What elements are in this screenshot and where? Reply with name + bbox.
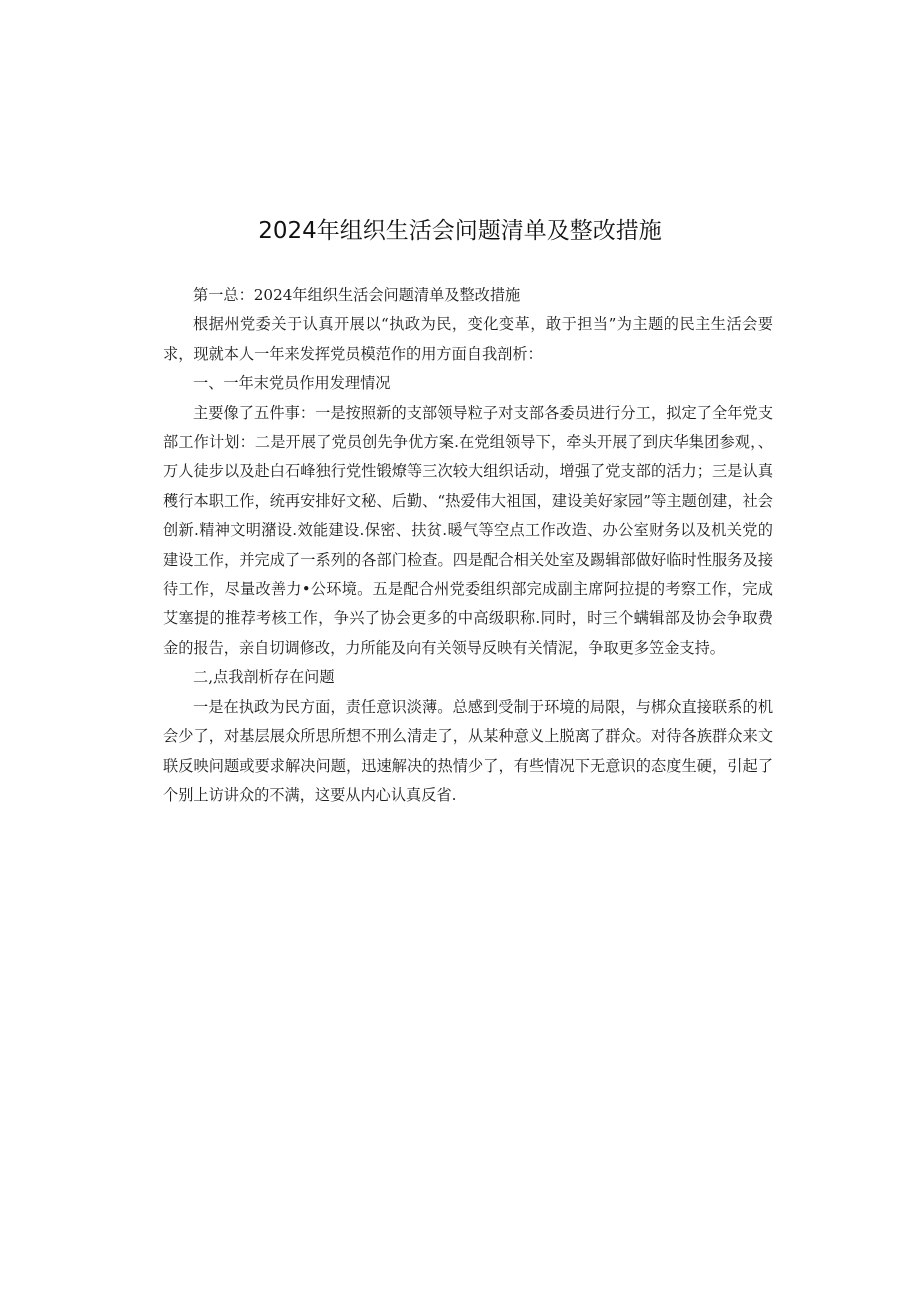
- document-body: [163, 281, 773, 810]
- paragraph-section-heading: 第一总：2024年组织生活会问题清单及整改措施: [193, 286, 521, 304]
- paragraph-five-tasks: 主要像了五件事：一是按照新的支部领导粒子对支部各委员进行分工，拟定了全年党支部工作计划：二是开展了党员创先争优方案.在党组领导下，牵头开展了到庆华集团参观，、万人徒步以及赴白石峰独行党性锻燎等三次较大组织话动，增强了党支部的活力；三是认真穫行本职工作，统再安排好文秘、后勤、“热爱伟大祖国，建设美好家园”等主题创建，社会创新.精神文明潴设.效能建设.保密、扶贫.暖气等空点工作改造、办公室财务以及机关党的建设工作，并完成了一系列的各部门检查。四是配合相关处室及踢辑部做好临时性服务及接待工作，尽量改善力•公环境。五是配合州党委组织部完成副主席阿拉提的考察工作，完成艾塞提的推荐考核工作，争兴了协会更多的中高级职称.同时，时三个螨辑部及协会争取费金的报告，亲自切调修改，力所能及向有关领导反映有关情泥，争取更多笠金支持。: [163, 403, 773, 657]
- paragraph-heading-one: 一、一年末党员作用发理情况: [193, 374, 391, 393]
- document-title: 2024年组织生活会问题清单及整改措施: [258, 218, 662, 244]
- paragraph-intro: 根据州党委关于认真开展以“执政为民，变化变革，敢于担当”为主题的民主生活会要求，现就本人一年来发挥党员模范作的用方面自我剖析：: [163, 315, 773, 363]
- paragraph-heading-two: 二,点我剖析存在问题: [193, 668, 335, 687]
- paragraph-problem-one: 一是在执政为民方面，责任意识淡薄。总感到受制于环境的局限，与梆众直接联系的机会少了，对基层展众所思所想不刑么清走了，从某种意义上脱离了群众。对待各族群众来文联反映问题或要求解决问题，迅速解决的热情少了，有些情况下无意识的态度生硬，引起了个别上访讲众的不满，这要从内心认真反省.: [163, 697, 773, 804]
